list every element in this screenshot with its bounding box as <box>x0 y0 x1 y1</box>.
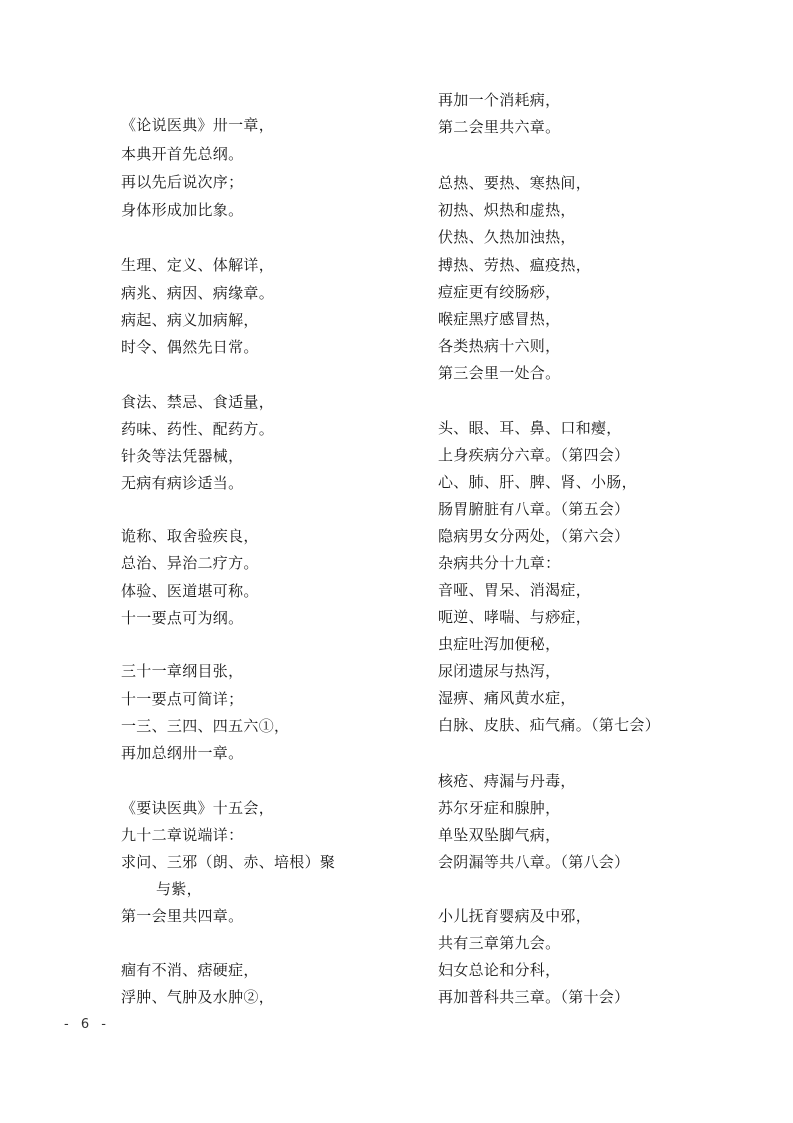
verse-line: 再加一个消耗病， <box>438 91 561 109</box>
verse-line: 苏尔牙症和腺肿， <box>438 799 561 817</box>
verse-line: 虫症吐泻加便秘， <box>438 635 561 653</box>
verse-line: 三十一章纲目张， <box>121 662 244 680</box>
verse-line: 总治、异治二疗方。 <box>121 554 259 572</box>
verse-line: 《论说医典》卅一章， <box>121 116 275 134</box>
verse-line: 痼有不消、痞硬症， <box>121 961 259 979</box>
verse-line: 第一会里共四章。 <box>121 907 244 925</box>
page-number: - 6 - <box>64 1017 110 1032</box>
verse-line: 妇女总论和分科， <box>438 961 561 979</box>
verse-line: 核疮、痔漏与丹毒， <box>438 772 576 790</box>
verse-line: 单坠双坠脚气病， <box>438 826 561 844</box>
verse-line: 心、肺、肝、脾、肾、小肠， <box>438 473 637 491</box>
verse-line: 十一要点可简详； <box>121 690 244 708</box>
verse-line: 湿痹、痛风黄水症， <box>438 689 576 707</box>
verse-line: 尿闭遗尿与热泻， <box>438 662 561 680</box>
verse-line: 音哑、胃呆、消渴症， <box>438 581 592 599</box>
verse-line: 伏热、久热加浊热， <box>438 228 576 246</box>
verse-line: 初热、炽热和虚热， <box>438 201 576 219</box>
verse-line: 肠胃腑脏有八章。（第五会） <box>438 500 630 518</box>
verse-line: 小儿抚育婴病及中邪， <box>438 907 592 925</box>
verse-line: 病兆、病因、病缘章。 <box>121 284 275 302</box>
verse-line: 白脉、皮肤、疝气痛。（第七会） <box>438 716 661 734</box>
verse-line: 头、眼、耳、鼻、口和瘿， <box>438 419 622 437</box>
verse-line: 痘症更有绞肠痧， <box>438 283 561 301</box>
verse-line: 药味、药性、配药方。 <box>121 420 275 438</box>
verse-line: 再加普科共三章。（第十会） <box>438 988 630 1006</box>
verse-line: 再以先后说次序； <box>121 173 244 191</box>
verse-line: 求问、三邪（朗、赤、培根）聚 <box>121 853 336 871</box>
verse-line: 生理、定义、体解详， <box>121 256 275 274</box>
verse-line: 《要诀医典》十五会， <box>121 799 275 817</box>
verse-line: 第三会里一处合。 <box>438 364 561 382</box>
verse-line: 本典开首先总纲。 <box>121 145 244 163</box>
verse-line: 隐病男女分两处，（第六会） <box>438 527 630 545</box>
verse-line: 九十二章说端详： <box>121 826 244 844</box>
verse-line: 共有三章第九会。 <box>438 934 561 952</box>
verse-line: 浮肿、气肿及水肿②， <box>121 988 275 1006</box>
verse-line: 呃逆、哮喘、与痧症， <box>438 608 592 626</box>
verse-line: 诡称、取舍验疾良， <box>121 527 259 545</box>
verse-line: 时令、偶然先日常。 <box>121 338 259 356</box>
verse-line: 搏热、劳热、瘟疫热， <box>438 256 592 274</box>
verse-line: 病起、病义加病解， <box>121 311 259 329</box>
verse-line: 第二会里共六章。 <box>438 118 561 136</box>
verse-line: 食法、禁忌、食适量， <box>121 393 275 411</box>
verse-line: 一三、三四、四五六①， <box>121 717 290 735</box>
verse-line: 无病有病诊适当。 <box>121 474 244 492</box>
verse-line: 会阴漏等共八章。（第八会） <box>438 853 630 871</box>
verse-line: 体验、医道堪可称。 <box>121 582 259 600</box>
verse-line: 再加总纲卅一章。 <box>121 744 244 762</box>
verse-line: 各类热病十六则， <box>438 337 561 355</box>
verse-line: 十一要点可为纲。 <box>121 609 244 627</box>
verse-line: 与紫， <box>156 880 202 898</box>
verse-line: 身体形成加比象。 <box>121 201 244 219</box>
verse-line: 喉症黑疗感冒热， <box>438 310 561 328</box>
verse-line: 针灸等法凭器械， <box>121 447 244 465</box>
verse-line: 总热、要热、寒热间， <box>438 174 592 192</box>
verse-line: 杂病共分十九章： <box>438 554 561 572</box>
verse-line: 上身疾病分六章。（第四会） <box>438 446 630 464</box>
